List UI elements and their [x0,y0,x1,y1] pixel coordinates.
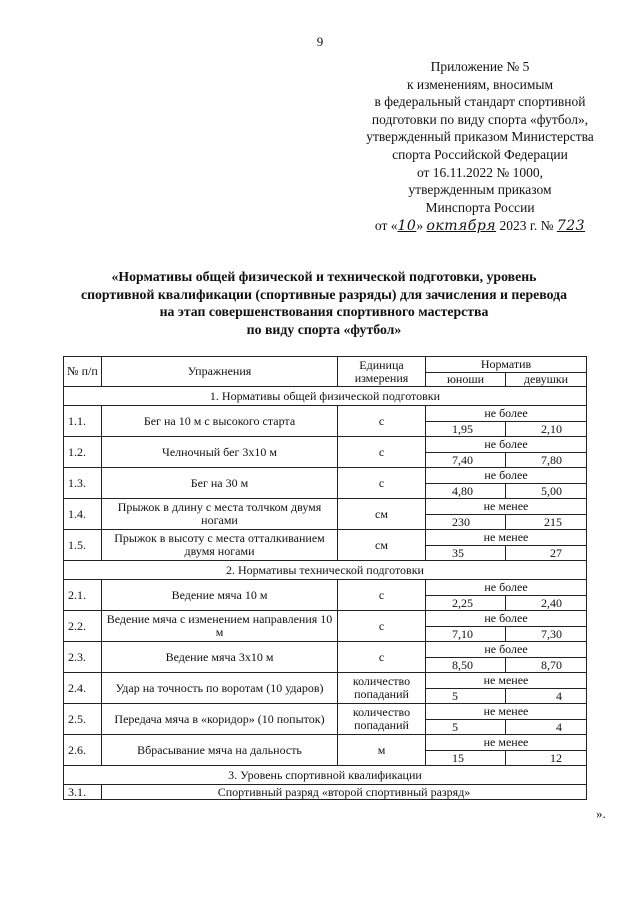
condition-cell: не более [426,437,587,453]
exercise-cell: Удар на точность по воротам (10 ударов) [102,673,338,704]
boys-value: 15 [426,751,506,766]
girls-value: 4 [506,689,587,704]
handwritten-order-number: 723 [556,218,586,235]
page-number: 9 [316,34,324,49]
girls-value: 7,80 [506,453,587,468]
boys-value: 8,50 [426,658,506,673]
appendix-line: подготовки по виду спорта «футбол», [371,111,589,127]
row-number: 2.5. [64,704,102,735]
row-number: 1.2. [64,437,102,468]
handwritten-day: 10 [397,218,417,235]
unit-cell: с [338,642,426,673]
row-number: 2.2. [64,611,102,642]
boys-value: 2,25 [426,596,506,611]
exercise-cell: Прыжок в высоту с места отталкиванием двумя ногами [102,530,338,561]
unit-cell: см [338,499,426,530]
row-number: 1.4. [64,499,102,530]
appendix-line: Приложение № 5 [430,59,530,74]
boys-value: 230 [426,515,506,530]
row-number: 1.5. [64,530,102,561]
boys-value: 35 [426,546,506,561]
title-line: спортивной квалификации (спортивные разряды) для зачисления и перевода [80,286,568,302]
boys-value: 4,80 [426,484,506,499]
girls-value: 2,10 [506,422,587,437]
unit-cell: см [338,530,426,561]
condition-cell: не более [426,406,587,422]
condition-cell: не менее [426,735,587,751]
handwritten-month: октября [426,218,497,235]
appendix-line: к изменениям, вносимым [406,76,554,92]
girls-value: 27 [506,546,587,561]
appendix-line: утвержденным приказом [408,182,552,198]
girls-value: 4 [506,720,587,735]
header-num: № п/п [64,357,102,387]
header-boys: юноши [426,373,506,387]
boys-value: 1,95 [426,422,506,437]
condition-cell: не менее [426,499,587,515]
title-line: «Нормативы общей физической и технической подготовки, уровень [111,269,537,284]
header-girls: девушки [506,373,587,387]
boys-value: 7,10 [426,627,506,642]
header-unit: Единица измерения [338,357,426,387]
header-exercise: Упражнения [102,357,338,387]
row-number: 2.6. [64,735,102,766]
section-heading: 2. Нормативы технической подготовки [64,561,587,580]
unit-cell: с [338,580,426,611]
girls-value: 215 [506,515,587,530]
appendix-line: в федеральный стандарт спортивной [374,94,586,110]
exercise-cell: Челночный бег 3х10 м [102,437,338,468]
order-date-line [330,217,630,236]
appendix-line: спорта Российской Федерации [392,146,568,162]
unit-cell: с [338,468,426,499]
unit-cell: с [338,406,426,437]
unit-cell: с [338,437,426,468]
appendix-line: от 16.11.2022 № 1000, [416,164,544,180]
boys-value: 5 [426,720,506,735]
exercise-cell: Бег на 30 м [102,468,338,499]
exercise-cell: Прыжок в длину с места толчком двумя ногами [102,499,338,530]
girls-value: 8,70 [506,658,587,673]
document-title [40,268,608,338]
condition-cell: не более [426,642,587,658]
row-number: 1.3. [64,468,102,499]
girls-value: 5,00 [506,484,587,499]
section-heading: 1. Нормативы общей физической подготовки [64,387,587,406]
girls-value: 12 [506,751,587,766]
unit-cell: м [338,735,426,766]
appendix-line: Минспорта России [425,199,535,215]
unit-cell: с [338,611,426,642]
exercise-cell: Ведение мяча с изменением направления 10 м [102,611,338,642]
qualification-cell: Спортивный разряд «второй спортивный разряд» [102,785,587,800]
title-line: на этап совершенствования спортивного мастерства [159,304,489,320]
row-number: 1.1. [64,406,102,437]
appendix-line: утвержденный приказом Министерства [366,129,594,145]
title-line: по виду спорта «футбол» [246,321,402,337]
appendix-block [330,58,630,236]
exercise-cell: Бег на 10 м с высокого старта [102,406,338,437]
condition-cell: не более [426,580,587,596]
girls-value: 7,30 [506,627,587,642]
condition-cell: не менее [426,673,587,689]
header-norm: Норматив [426,357,587,373]
exercise-cell: Ведение мяча 3х10 м [102,642,338,673]
row-number: 3.1. [64,785,102,800]
unit-cell: количество попаданий [338,673,426,704]
norms-table [63,356,587,800]
condition-cell: не более [426,468,587,484]
exercise-cell: Вбрасывание мяча на дальность [102,735,338,766]
date-mid: » [416,218,424,234]
condition-cell: не менее [426,530,587,546]
exercise-cell: Передача мяча в «коридор» (10 попыток) [102,704,338,735]
condition-cell: не менее [426,704,587,720]
row-number: 2.4. [64,673,102,704]
girls-value: 2,40 [506,596,587,611]
date-prefix: от « [374,218,398,234]
boys-value: 7,40 [426,453,506,468]
section-heading: 3. Уровень спортивной квалификации [64,766,587,785]
row-number: 2.1. [64,580,102,611]
closing-quote: ». [596,806,606,821]
date-year: 2023 г. № [499,218,554,234]
boys-value: 5 [426,689,506,704]
exercise-cell: Ведение мяча 10 м [102,580,338,611]
row-number: 2.3. [64,642,102,673]
unit-cell: количество попаданий [338,704,426,735]
condition-cell: не более [426,611,587,627]
